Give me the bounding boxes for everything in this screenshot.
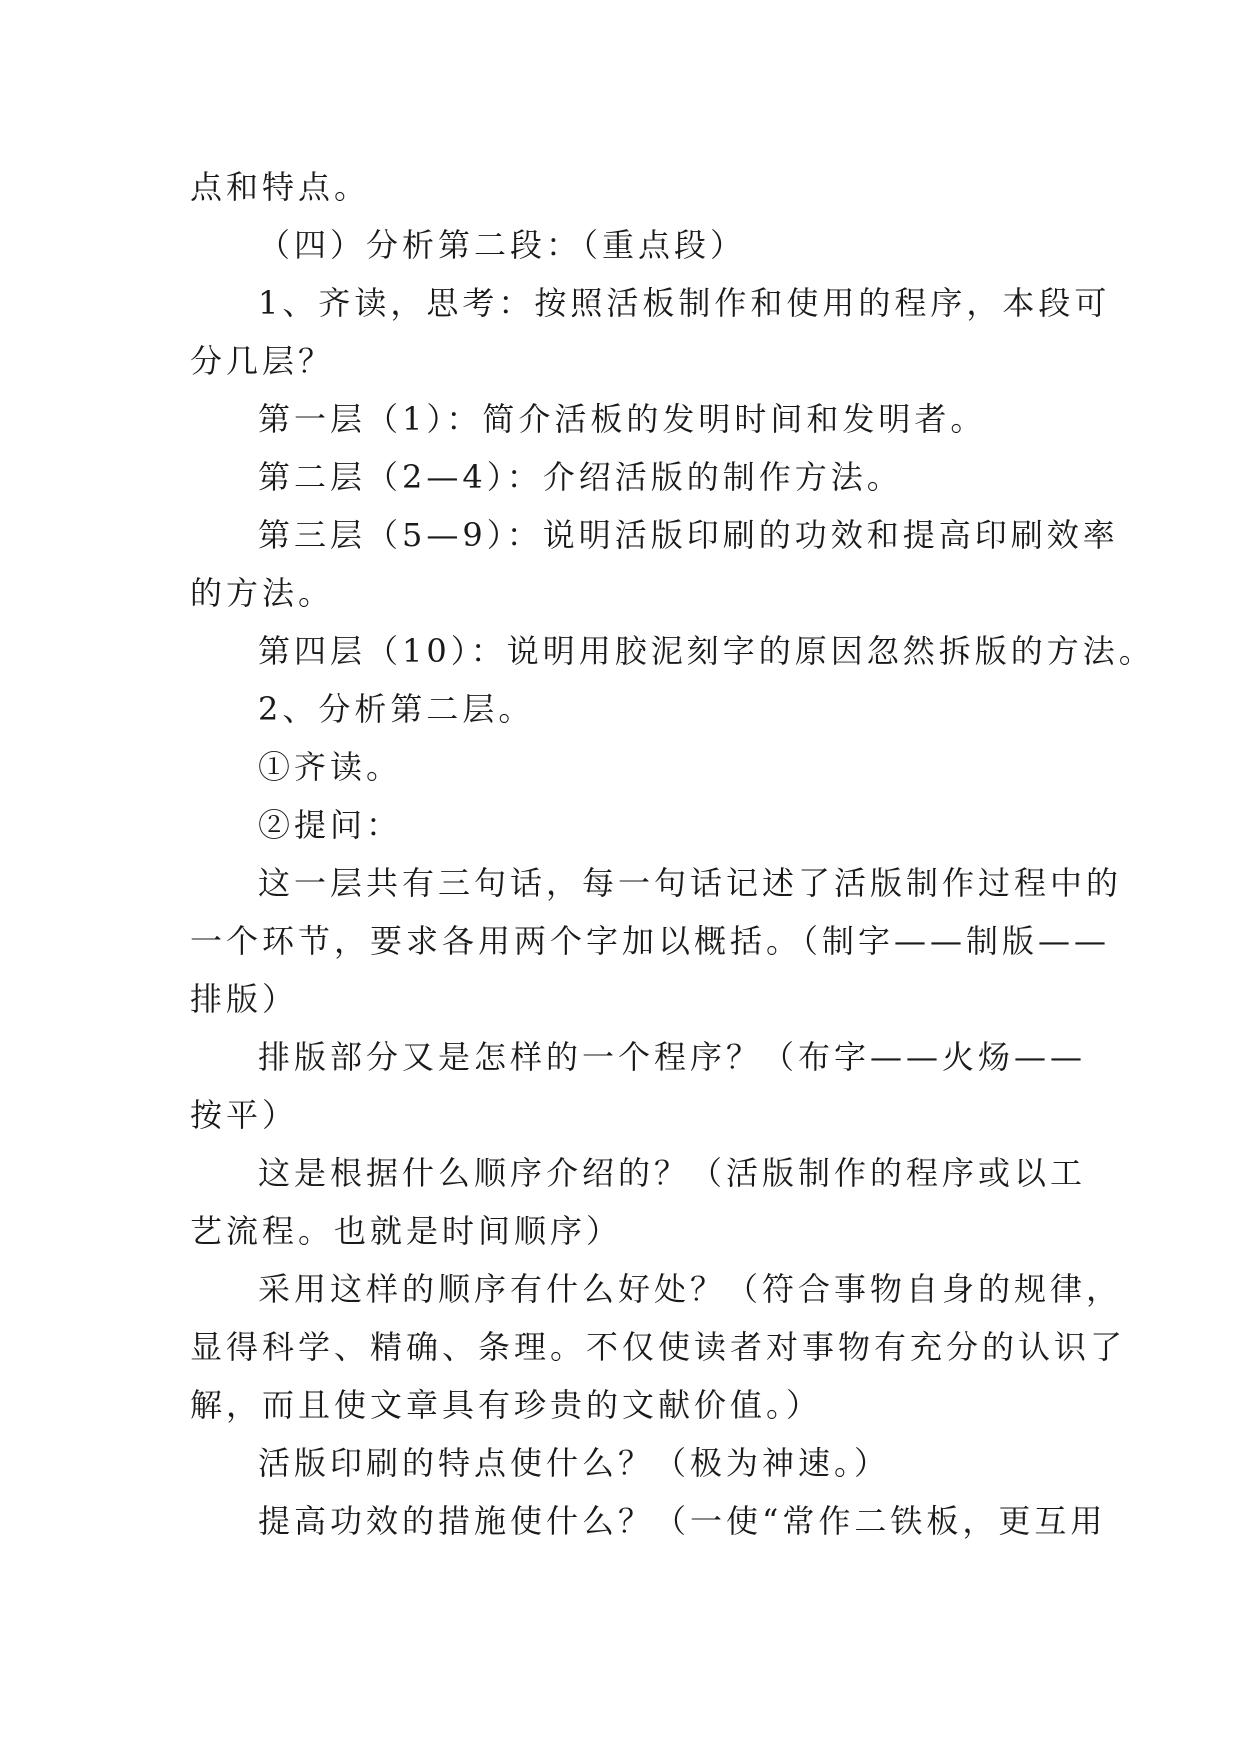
text-line: 显得科学、精确、条理。不仅使读者对事物有充分的认识了 xyxy=(190,1328,1127,1366)
text-line: 第三层（5—9）：说明活版印刷的功效和提高印刷效率 xyxy=(258,516,1119,554)
text-line: 第四层（10）：说明用胶泥刻字的原因忽然拆版的方法。 xyxy=(258,632,1155,670)
text-line: 一个环节，要求各用两个字加以概括。（制字——制版—— xyxy=(190,922,1111,960)
text-line: 第二层（2—4）：介绍活版的制作方法。 xyxy=(258,458,903,496)
text-line: 艺流程。也就是时间顺序） xyxy=(190,1212,623,1250)
text-line: ②提问： xyxy=(258,806,403,844)
section-heading: （四）分析第二段：（重点段） xyxy=(258,226,747,264)
text-line: 采用这样的顺序有什么好处？（符合事物自身的规律， xyxy=(258,1270,1123,1308)
text-line: 提高功效的措施使什么？（一使“常作二铁板，更互用 xyxy=(258,1502,1107,1540)
text-line: 的方法。 xyxy=(190,574,335,612)
text-line: 1、齐读，思考：按照活板制作和使用的程序，本段可 xyxy=(258,284,1111,322)
text-line: 活版印刷的特点使什么？（极为神速。） xyxy=(258,1444,891,1482)
text-line: 2、分析第二层。 xyxy=(258,690,535,728)
document-body xyxy=(190,158,1155,1550)
text-line: 按平） xyxy=(190,1096,299,1134)
text-line: 排版部分又是怎样的一个程序？（布字——火炀—— xyxy=(258,1038,1087,1076)
text-line: 排版） xyxy=(190,980,299,1018)
text-line: 点和特点。 xyxy=(190,168,371,206)
text-line: 分几层？ xyxy=(190,342,335,380)
text-line: 这一层共有三句话，每一句话记述了活版制作过程中的 xyxy=(258,864,1123,902)
text-line: ①齐读。 xyxy=(258,748,403,786)
text-line: 这是根据什么顺序介绍的？（活版制作的程序或以工 xyxy=(258,1154,1087,1192)
text-line: 解，而且使文章具有珍贵的文献价值。） xyxy=(190,1386,823,1424)
text-line: 第一层（1）：简介活板的发明时间和发明者。 xyxy=(258,400,987,438)
